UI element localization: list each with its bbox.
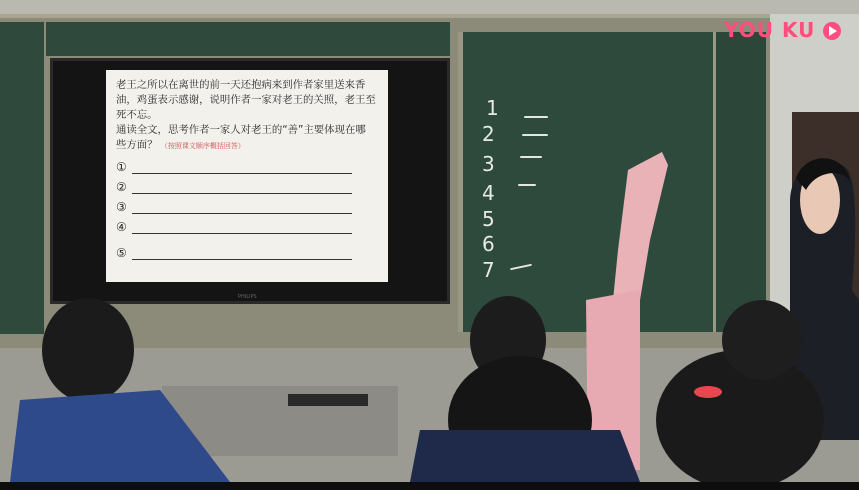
- slide-question: 通读全文，思考作者一家人对老王的“善”主要体现在哪些方面？: [116, 124, 366, 151]
- video-bottom-bar: [0, 482, 859, 490]
- desk-pencil-box: [288, 394, 368, 406]
- student-head: [42, 298, 134, 402]
- chalk-number: 5: [482, 207, 495, 231]
- tv-brand: PHILIPS: [238, 294, 257, 300]
- slide-hint: （按照课文顺序概括回答）: [160, 142, 245, 150]
- chalk-number: 2: [482, 122, 495, 146]
- slide-paragraph-1: 老王之所以在离世的前一天还抱病来到作者家里送来香油，鸡蛋表示感谢，说明作者一家对老王的关照，老王至死不忘。: [116, 79, 376, 121]
- chalk-number: 1: [486, 96, 499, 120]
- chalk-number: 6: [482, 232, 495, 256]
- raised-arm: [612, 152, 668, 310]
- chalk-number: 7: [482, 258, 495, 282]
- answer-number: ⑤: [116, 246, 127, 260]
- answer-number: ③: [116, 200, 127, 214]
- answer-number: ④: [116, 220, 127, 234]
- hair-clip: [694, 386, 722, 398]
- chalk-number: 3: [482, 152, 495, 176]
- chalk-number: 4: [482, 181, 495, 205]
- student-head: [722, 300, 802, 380]
- student-body: [410, 430, 640, 482]
- answer-number: ②: [116, 180, 127, 194]
- youku-logo: YOU KU: [724, 18, 816, 42]
- answer-number: ①: [116, 160, 127, 174]
